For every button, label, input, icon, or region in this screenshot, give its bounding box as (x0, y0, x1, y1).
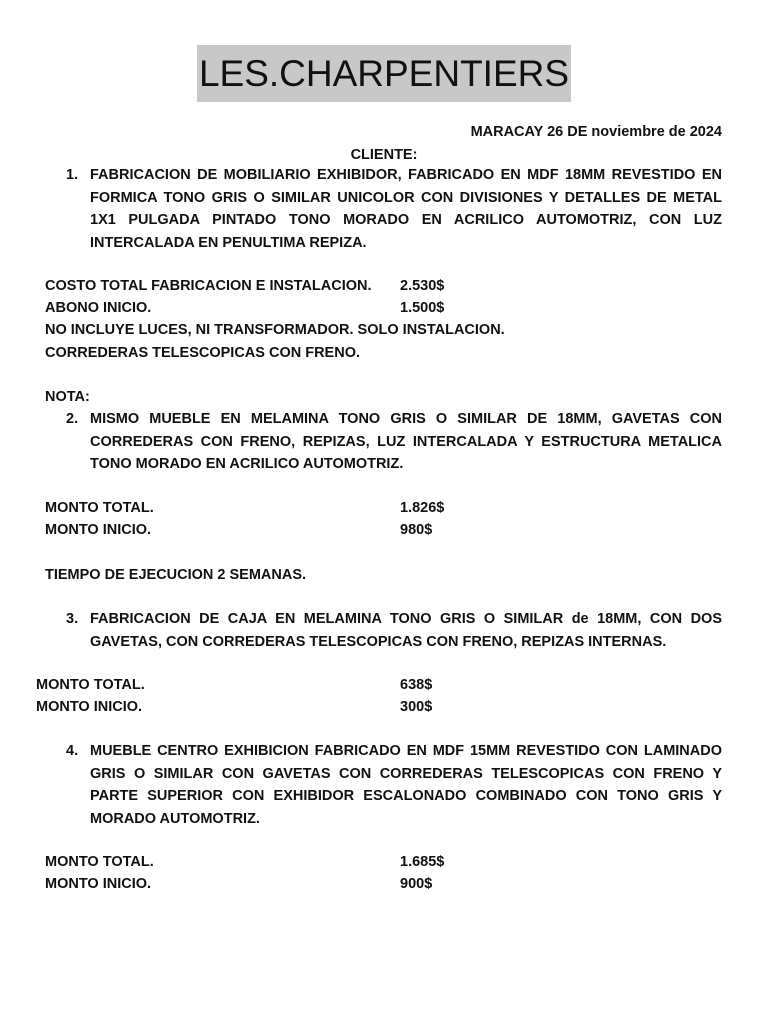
amount-total-label: MONTO TOTAL. (45, 500, 154, 516)
amount-total-label: MONTO TOTAL. (36, 677, 145, 693)
client-label: CLIENTE: (350, 147, 418, 163)
title-container (0, 45, 768, 102)
list-item-number: 2. (66, 411, 79, 427)
amount-total-label: MONTO TOTAL. (45, 854, 154, 870)
cost-total-value: 2.530$ (400, 278, 445, 294)
amount-initial-label: MONTO INICIO. (45, 876, 152, 892)
cost-total-label: COSTO TOTAL FABRICACION E INSTALACION. (45, 278, 372, 294)
exclusion-note: NO INCLUYE LUCES, NI TRANSFORMADOR. SOLO INSTALACION. (45, 322, 505, 338)
deposit-value: 1.500$ (400, 300, 445, 316)
list-item-4 (66, 740, 722, 830)
nota-label: NOTA: (45, 389, 90, 405)
document-date: MARACAY 26 DE noviembre de 2024 (470, 124, 722, 140)
amount-initial-value: 300$ (400, 699, 433, 715)
list-item-text: FABRICACION DE CAJA EN MELAMINA TONO GRIS O SIMILAR de 18MM, CON DOS GAVETAS, CON CORREDERAS TELESCOPICAS CON FRENO, REPIZAS INTERNAS. (90, 611, 722, 650)
amount-initial-value: 900$ (400, 876, 433, 892)
list-item-text: MISMO MUEBLE EN MELAMINA TONO GRIS O SIMILAR DE 18MM, GAVETAS CON CORREDERAS CON FRENO, REPIZAS, LUZ INTERCALADA Y ESTRUCTURA METALICA TONO MORADO EN ACRILICO AUTOMOTRIZ. (90, 411, 722, 472)
amount-initial-label: MONTO INICIO. (36, 699, 143, 715)
slides-note: CORREDERAS TELESCOPICAS CON FRENO. (45, 345, 360, 361)
amount-total-value: 638$ (400, 677, 433, 693)
amount-initial-label: MONTO INICIO. (45, 522, 152, 538)
list-item-text: FABRICACION DE MOBILIARIO EXHIBIDOR, FABRICADO EN MDF 18MM REVESTIDO EN FORMICA TONO GRIS O SIMILAR UNICOLOR CON DIVISIONES Y DETALLES DE METAL 1X1 PULGADA PINTADO TONO MORADO EN ACRILICO AUTOMOTRIZ, CON LUZ INTERCALADA EN PENULTIMA REPIZA. (90, 167, 722, 251)
company-title: LES.CHARPENTIERS (197, 45, 571, 102)
list-item-2 (66, 408, 722, 476)
execution-time: TIEMPO DE EJECUCION 2 SEMANAS. (45, 567, 307, 583)
list-item-number: 3. (66, 611, 79, 627)
list-item-text: MUEBLE CENTRO EXHIBICION FABRICADO EN MDF 15MM REVESTIDO CON LAMINADO GRIS O SIMILAR CON GAVETAS CON CORREDERAS TELESCOPICAS CON FRENO Y PARTE SUPERIOR CON EXHIBIDOR ESCALONADO COMBINADO CON TONO GRIS Y MORADO AUTOMOTRIZ. (90, 743, 722, 827)
amount-total-value: 1.685$ (400, 854, 445, 870)
list-item-number: 4. (66, 743, 79, 759)
list-item-1 (66, 164, 722, 254)
list-item-3 (66, 608, 722, 653)
list-item-number: 1. (66, 167, 79, 183)
amount-total-value: 1.826$ (400, 500, 445, 516)
amount-initial-value: 980$ (400, 522, 433, 538)
deposit-label: ABONO INICIO. (45, 300, 152, 316)
